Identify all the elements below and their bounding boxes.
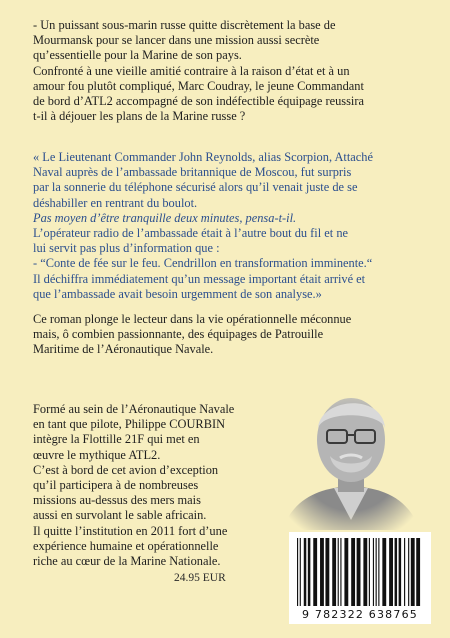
author-portrait-photo — [274, 370, 428, 530]
barcode-bar — [399, 538, 402, 606]
isbn-barcode — [289, 532, 431, 624]
barcode-bar — [376, 538, 377, 606]
barcode-bar — [382, 538, 386, 606]
barcode-bar — [389, 538, 393, 606]
barcode-bar — [300, 538, 301, 606]
excerpt-part-1: « Le Lieutenant Commander John Reynolds, alias Scorpion, Attaché Naval auprès de l’ambassade britannique de Moscou, fut surpris par la sonnerie du téléphone sécurisé alors qu’il venait juste de se déshabiller en rentrant du boulot. — [33, 150, 373, 210]
excerpt-part-2: L’opérateur radio de l’ambassade était à l’autre bout du fil et ne lui servit pas plus d’information que : - “Conte de fée sur le feu. Cendrillon en transformation imminente.“ Il déchiffra immédiatement qu’un message important était arrivé et que l’ambassade avait besoin urgemment de son analyse.» — [33, 226, 373, 301]
barcode-bar — [340, 538, 341, 606]
barcode-bars — [297, 538, 423, 606]
barcode-bar — [416, 538, 420, 606]
excerpt-italic-thought: Pas moyen d’être tranquille deux minutes, pensa-t-il. — [33, 210, 297, 225]
barcode-bar — [369, 538, 370, 606]
author-portrait-illustration — [274, 370, 428, 530]
barcode-bar — [351, 538, 355, 606]
barcode-bar — [357, 538, 361, 606]
author-bio-text: Formé au sein de l’Aéronautique Navale en tant que pilote, Philippe COURBIN intègre la Flottille 21F qui met en œuvre le mythique ATL2. C’est à bord de cet avion d’exception qu’il participera à de nombreuses missions au-dessus des mers mais aussi en survolant le sable africain. Il quitte l’institution en 2011 fort d’une expérience humaine et opérationnelle riche au cœur de la Marine Nationale. — [33, 402, 235, 569]
barcode-bar — [378, 538, 379, 606]
novel-summary-text: Ce roman plonge le lecteur dans la vie opérationnelle méconnue mais, ô combien passionnante, des équipages de Patrouille Maritime de l’Aéronautique Navale. — [33, 312, 352, 357]
barcode-bar — [408, 538, 409, 606]
barcode-bar — [308, 538, 311, 606]
barcode-bar — [373, 538, 374, 606]
barcode-bar — [404, 538, 405, 606]
excerpt-quote — [33, 150, 433, 302]
barcode-bar — [320, 538, 324, 606]
barcode-bar — [332, 538, 336, 606]
synopsis-text: - Un puissant sous-marin russe quitte discrètement la base de Mourmansk pour se lancer dans une mission aussi secrète qu’essentielle pour la Marine de son pays. Confronté à une vieille amitié contraire à la raison d’état et à un amour fou plutôt compliqué, Marc Coudray, le jeune Commandant de bord d’ATL2 accompagné de son indéfectible équipage reussira t-il à déjouer les plans de la Marine russe ? — [33, 18, 364, 124]
price-label: 24.95 EUR — [174, 572, 226, 584]
barcode-bar — [325, 538, 329, 606]
barcode-bar — [338, 538, 339, 606]
isbn-number: 9 782322 638765 — [302, 608, 418, 621]
barcode-bar — [363, 538, 367, 606]
barcode-bar — [297, 538, 298, 606]
barcode-bar — [411, 538, 415, 606]
barcode-bar — [304, 538, 307, 606]
barcode-bar — [313, 538, 317, 606]
barcode-bar — [395, 538, 398, 606]
barcode-bar — [344, 538, 348, 606]
